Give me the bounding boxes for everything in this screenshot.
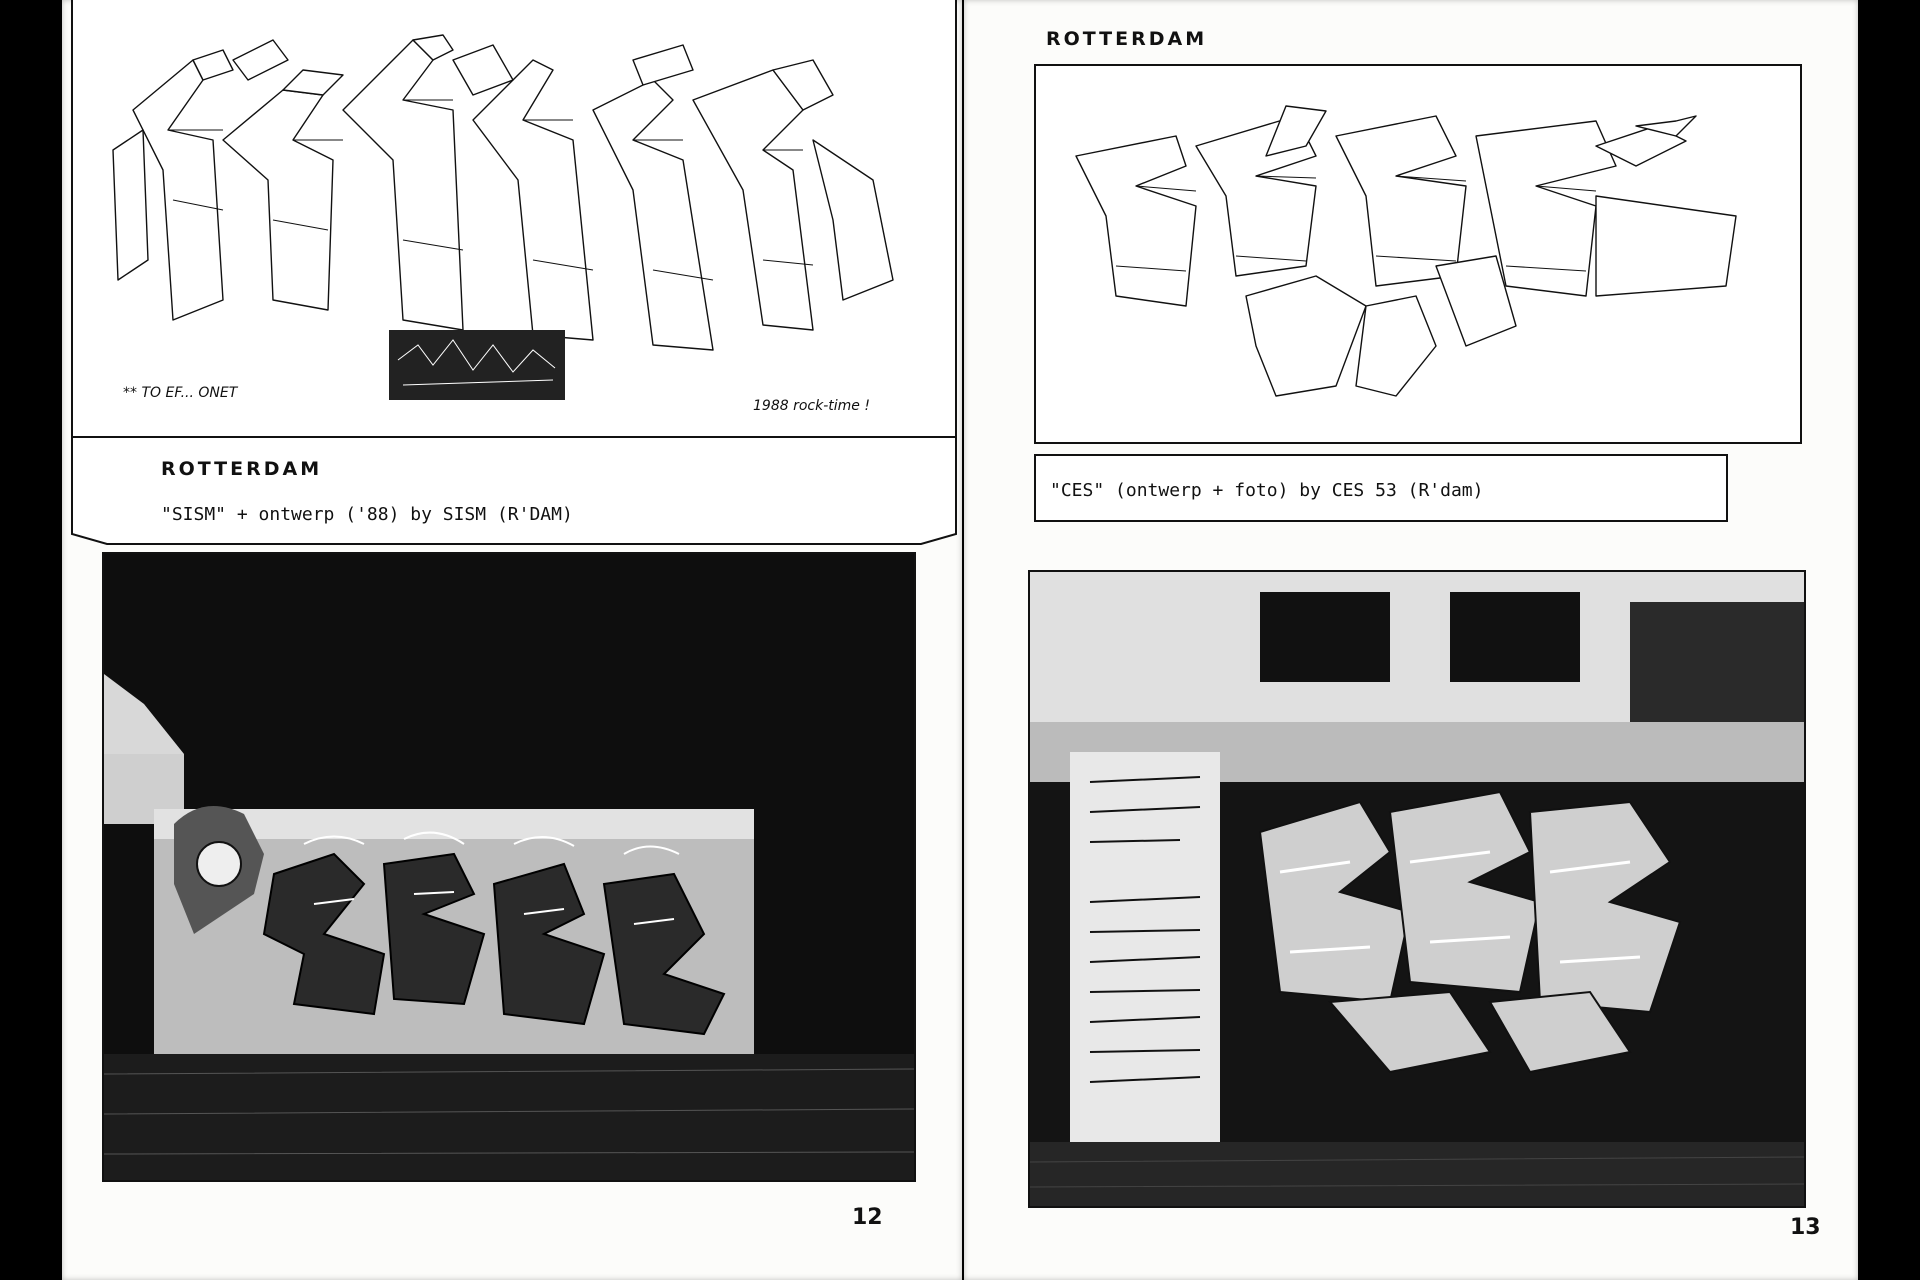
sketch-frame — [71, 0, 957, 438]
sketch-date-note: 1988 rock-time ! — [753, 398, 870, 414]
page-number-left: 12 — [852, 1205, 883, 1230]
ces-sketch-drawing — [1036, 66, 1800, 442]
sism-sketch-drawing — [73, 0, 955, 436]
right-page — [964, 0, 1858, 1280]
ces-sketch-frame — [1034, 64, 1802, 444]
left-page — [62, 0, 962, 1280]
sketch-signature: ** TO EF... ONET — [123, 385, 238, 401]
caption-banner-outline — [71, 436, 957, 546]
sism-wall-photo — [102, 552, 916, 1182]
page-number-right: 13 — [1790, 1215, 1821, 1240]
left-heading: ROTTERDAM — [161, 458, 323, 480]
right-caption: "CES" (ontwerp + foto) by CES 53 (R'dam) — [1050, 480, 1484, 501]
caption-banner — [71, 436, 957, 546]
ces-caption-box — [1034, 454, 1728, 522]
ces-wall-photo — [1028, 570, 1806, 1208]
left-caption: "SISM" + ontwerp ('88) by SISM (R'DAM) — [161, 504, 573, 525]
right-heading: ROTTERDAM — [1046, 28, 1208, 50]
